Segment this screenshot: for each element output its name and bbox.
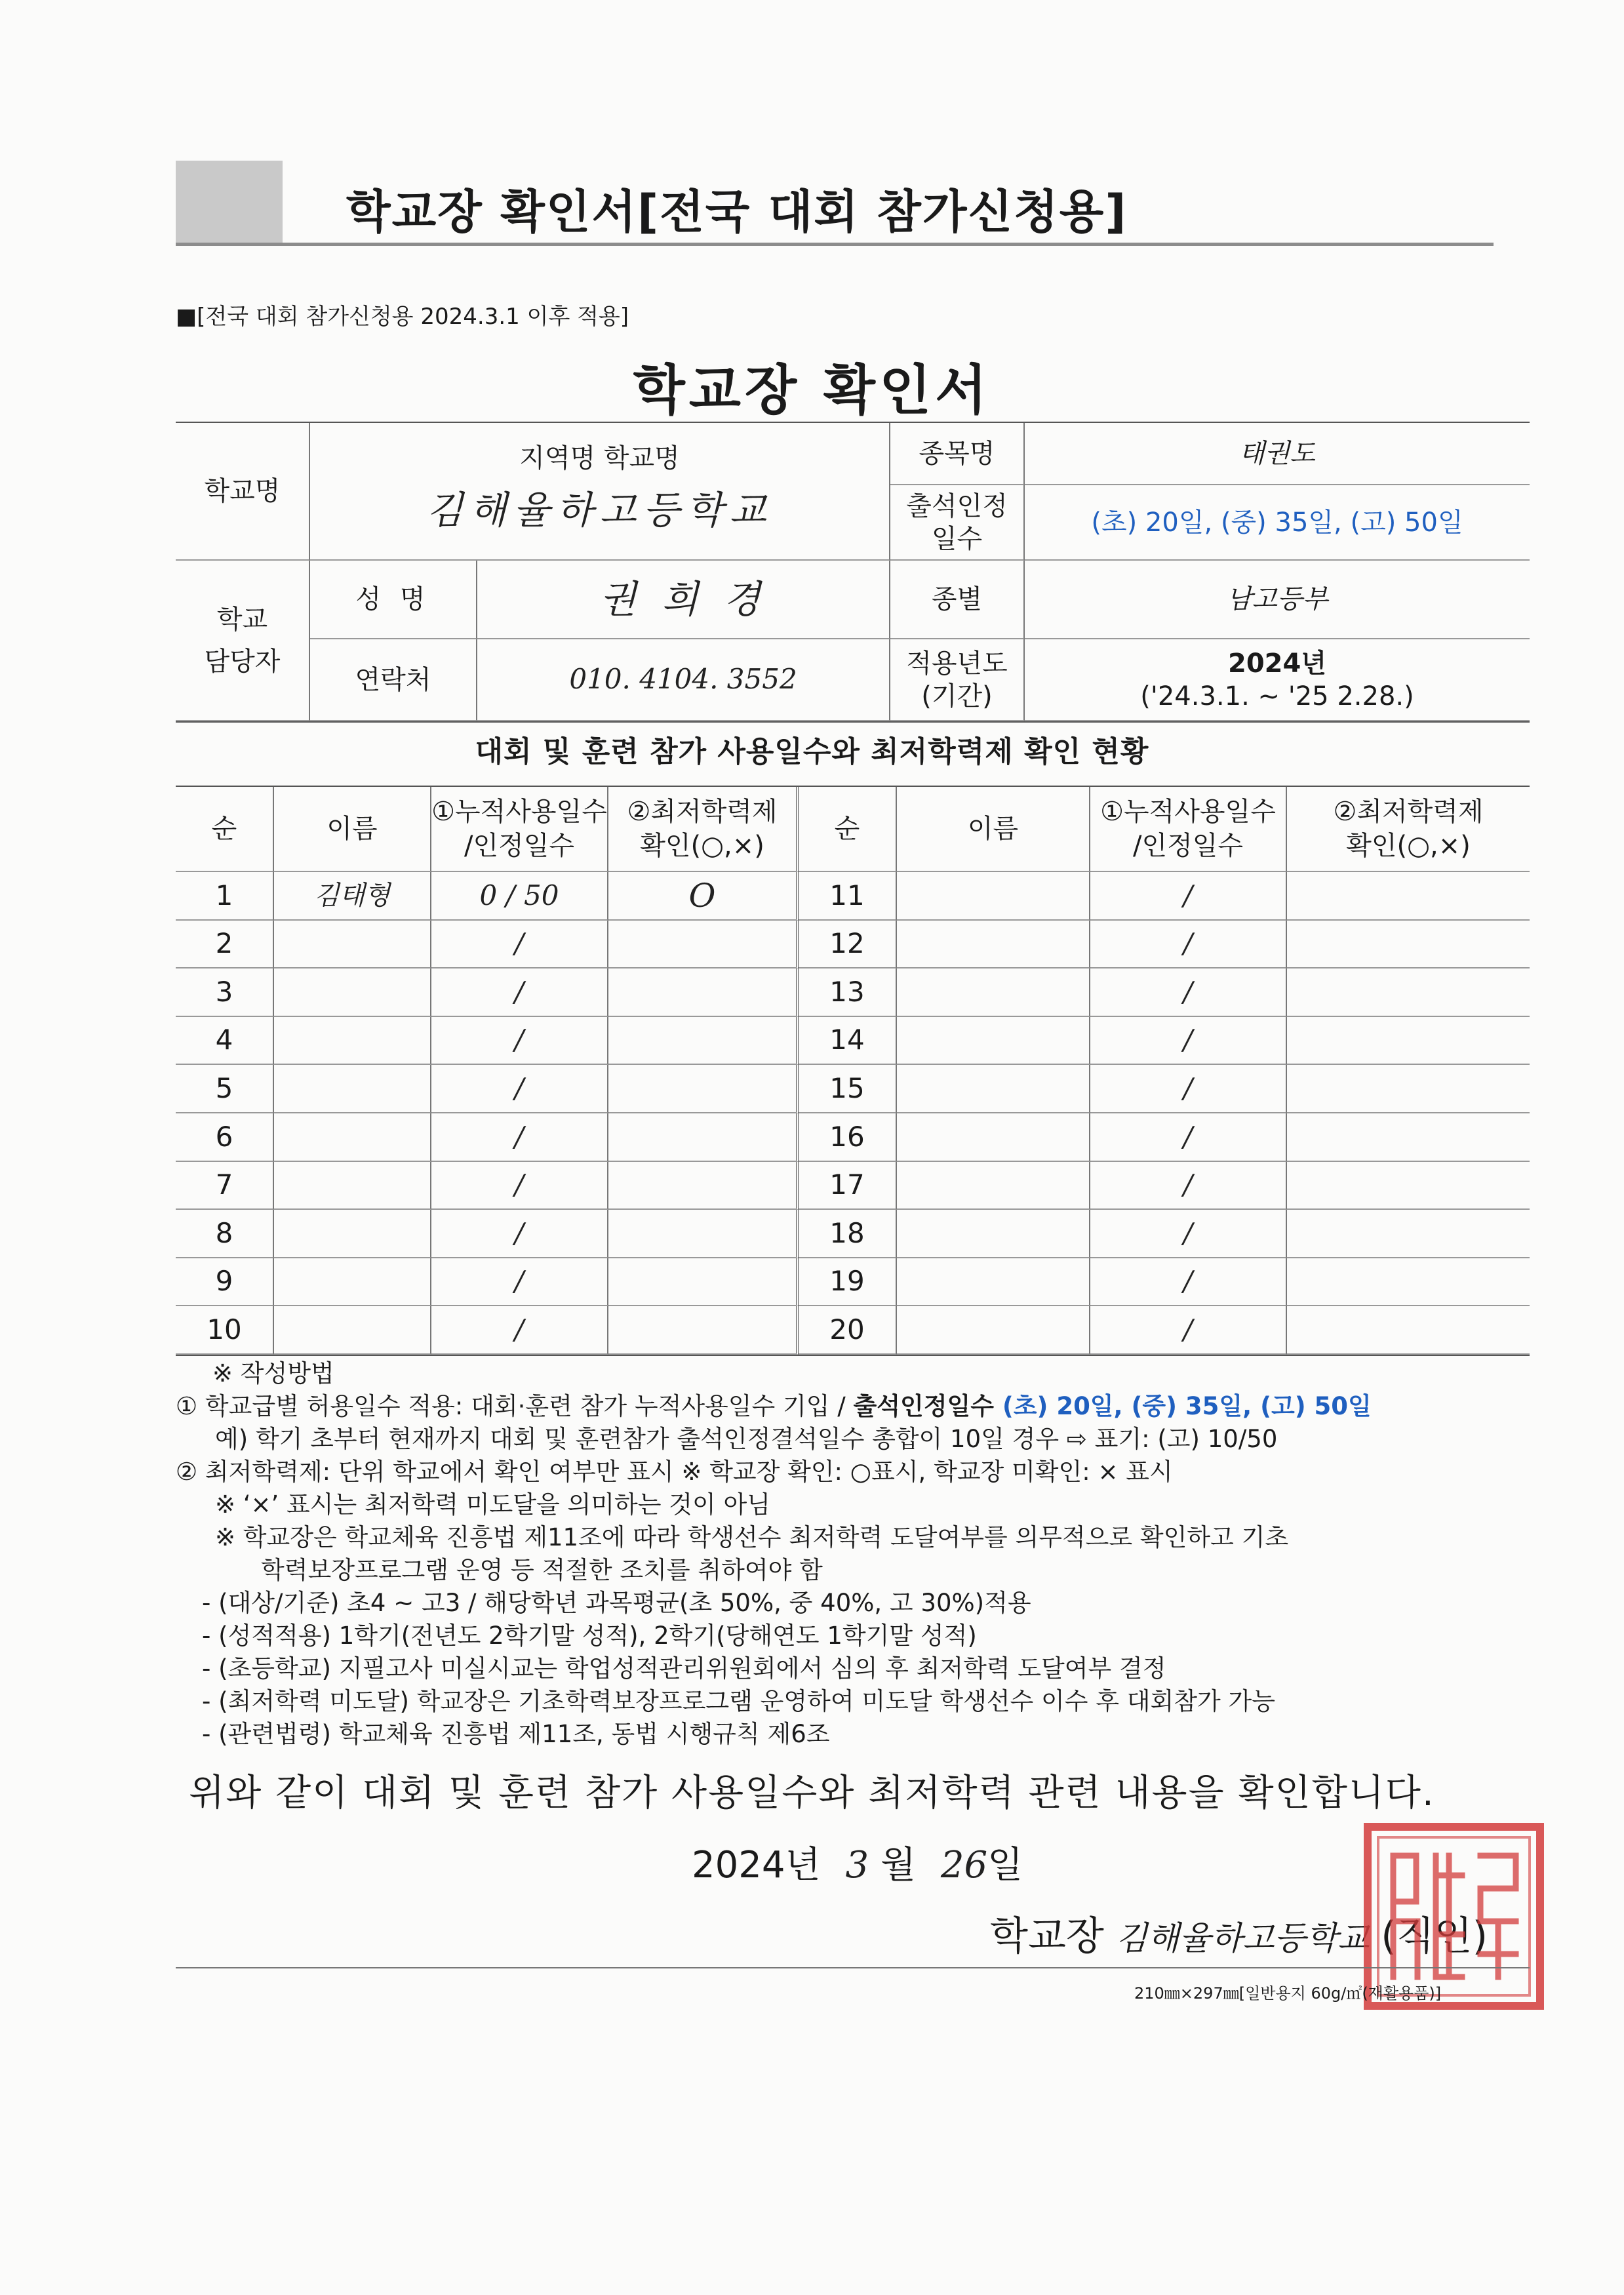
date-day-unit: 일 [987,1844,1023,1886]
sport-value: 태권도 [1025,423,1530,485]
row-check [1287,1162,1530,1210]
row-days: / [431,1065,608,1113]
row-number: 7 [176,1162,274,1210]
document-title: 학교장 확인서 [633,359,991,422]
row-number: 11 [799,872,897,921]
footer-rule [176,1967,1530,1968]
row-days: / [1090,1258,1287,1307]
row-student-name [897,1306,1090,1355]
notice-text: ■[전국 대회 참가신청용 2024.3.1 이후 적용] [176,304,629,330]
contact-value: 010. 4104. 3552 [477,639,890,721]
row-number: 4 [176,1017,274,1066]
header-band [176,161,1494,246]
row-days: / [1090,872,1287,921]
row-student-name [274,1210,431,1258]
col-name-header: 이름 [274,787,431,872]
paper-spec-note: 210㎜×297㎜[일반용지 60g/㎡(재활용품)] [1134,1984,1442,2003]
category-value: 남고등부 [1025,561,1530,639]
col-no-header-right: 순 [799,787,897,872]
row-check: O [608,872,799,921]
row-number: 1 [176,872,274,921]
row-days: / [1090,968,1287,1017]
row-number: 3 [176,968,274,1017]
row-student-name [274,1306,431,1355]
row-number: 10 [176,1306,274,1355]
row-student-name [274,1017,431,1066]
contact-label: 연락처 [310,639,477,721]
col-days-header-right: ①누적사용일수 /인정일수 [1090,787,1287,872]
row-student-name [897,1113,1090,1162]
header-gray-box [176,161,283,243]
row-check [1287,1017,1530,1066]
row-student-name [897,1258,1090,1307]
principal-school-name: 김해율하고등학교 [1115,1919,1370,1957]
row-days: / [1090,1065,1287,1113]
instruction-item-2: ② 최저학력제: 단위 학교에서 확인 여부만 표시 ※ 학교장 확인: ○표시, 학교장 미확인: × 표시 [176,1458,1173,1486]
row-check [1287,968,1530,1017]
instruction-dash-4: - (최저학력 미도달) 학교장은 기초학력보장프로그램 운영하여 미도달 학생선수 이수 후 대회참가 가능 [202,1687,1276,1715]
date-day: 26 [940,1844,988,1886]
row-number: 13 [799,968,897,1017]
row-student-name [274,921,431,969]
row-check [608,1113,799,1162]
row-check [608,968,799,1017]
instruction-item-1 [176,1390,1566,1423]
school-cell [310,423,890,561]
seal-note: (직인) [1381,1913,1488,1959]
principal-label: 학교장 [990,1913,1104,1959]
row-student-name [897,921,1090,969]
col-check-header-right: ②최저학력제 확인(○,×) [1287,787,1530,872]
row-check [608,921,799,969]
row-check [608,1162,799,1210]
instruction-note-2-cont: 학력보장프로그램 운영 등 적절한 조치를 취하여야 함 [261,1556,823,1584]
header-rule [176,243,1494,246]
date-line [692,1836,1023,1888]
row-days: / [431,1162,608,1210]
date-month-unit: 월 [880,1844,916,1886]
row-number: 19 [799,1258,897,1307]
col-name-header-right: 이름 [897,787,1090,872]
row-days: / [431,968,608,1017]
date-month: 3 [845,1844,869,1886]
row-student-name [897,1210,1090,1258]
name-label: 성 명 [310,561,477,639]
year-cell [1025,639,1530,721]
status-table [176,786,1530,1356]
row-days: / [431,1306,608,1355]
col-check-header: ②최저학력제 확인(○,×) [608,787,799,872]
row-student-name: 김태형 [274,872,431,921]
row-check [1287,1113,1530,1162]
row-days: / [431,1210,608,1258]
year-value: 2024년 [1228,648,1326,679]
row-number: 15 [799,1065,897,1113]
row-student-name [897,1162,1090,1210]
instructions-heading: ※ 작성방법 [212,1359,334,1387]
row-number: 17 [799,1162,897,1210]
instruction-dash-3: - (초등학교) 지필고사 미실시교는 학업성적관리위원회에서 심의 후 최저학력 도달여부 결정 [202,1654,1166,1683]
row-student-name [274,1162,431,1210]
row-student-name [274,1113,431,1162]
row-number: 16 [799,1113,897,1162]
school-name-value: 김해율하고등학교 [426,487,773,532]
item1-bold: 출석인정일수 [853,1392,1002,1420]
row-student-name [274,1065,431,1113]
row-number: 6 [176,1113,274,1162]
status-title: 대회 및 훈련 참가 사용일수와 최저학력제 확인 현황 [475,735,1149,768]
row-days: / [1090,1017,1287,1066]
manager-label: 학교 담당자 [176,561,310,721]
row-student-name [897,968,1090,1017]
row-number: 18 [799,1210,897,1258]
row-days: / [1090,1162,1287,1210]
row-number: 5 [176,1065,274,1113]
instruction-note-2: ※ 학교장은 학교체육 진흥법 제11조에 따라 학생선수 최저학력 도달여부를 의무적으로 확인하고 기초 [215,1523,1289,1551]
row-number: 9 [176,1258,274,1307]
row-days: / [1090,1113,1287,1162]
header-title: 학교장 확인서[전국 대회 참가신청용] [346,185,1128,239]
col-no-header: 순 [176,787,274,872]
instruction-item-1-example: 예) 학기 초부터 현재까지 대회 및 훈련참가 출석인정결석일수 총합이 10일 경우 ⇨ 표기: (고) 10/50 [215,1425,1278,1453]
row-days: / [1090,1306,1287,1355]
row-check [608,1306,799,1355]
category-label: 종별 [890,561,1025,639]
row-days: / [431,1017,608,1066]
row-check [608,1258,799,1307]
row-check [1287,921,1530,969]
row-days: / [1090,921,1287,969]
row-days: 0 / 50 [431,872,608,921]
name-value: 권 희 경 [477,561,890,639]
confirmation-statement: 위와 같이 대회 및 훈련 참가 사용일수와 최저학력 관련 내용을 확인합니다. [189,1772,1435,1814]
row-check [1287,872,1530,921]
row-check [1287,1210,1530,1258]
attendance-label: 출석인정 일수 [890,485,1025,561]
row-days: / [1090,1210,1287,1258]
instruction-dash-2: - (성적적용) 1학기(전년도 2학기말 성적), 2학기(당해연도 1학기말 성적) [202,1622,977,1650]
row-check [608,1065,799,1113]
row-number: 20 [799,1306,897,1355]
school-label: 학교명 [176,423,310,561]
school-sublabel: 지역명 학교명 [519,443,680,473]
row-days: / [431,1258,608,1307]
col-days-header: ①누적사용일수 /인정일수 [431,787,608,872]
row-check [1287,1065,1530,1113]
row-number: 12 [799,921,897,969]
row-student-name [897,872,1090,921]
row-number: 8 [176,1210,274,1258]
sport-label: 종목명 [890,423,1025,485]
row-check [608,1017,799,1066]
year-label: 적용년도 (기간) [890,639,1025,721]
row-check [1287,1306,1530,1355]
row-number: 2 [176,921,274,969]
row-student-name [897,1065,1090,1113]
row-number: 14 [799,1017,897,1066]
info-table [176,422,1530,723]
date-year: 2024년 [692,1844,821,1886]
row-student-name [274,1258,431,1307]
row-check [1287,1258,1530,1307]
instruction-dash-1: - (대상/기준) 초4 ~ 고3 / 해당학년 과목평균(초 50%, 중 40%, 고 30%)적용 [202,1589,1031,1617]
item1-blue: (초) 20일, (중) 35일, (고) 50일 [1002,1392,1372,1420]
instructions [176,1357,1566,1751]
instruction-dash-5: - (관련법령) 학교체육 진흥법 제11조, 동법 시행규칙 제6조 [202,1720,830,1748]
instruction-note-1: ※ ‘×’ 표시는 최저학력 미도달을 의미하는 것이 아님 [215,1490,770,1519]
period-value: ('24.3.1. ~ '25 2.28.) [1140,681,1414,711]
row-check [608,1210,799,1258]
row-student-name [274,968,431,1017]
item1-text: ① 학교급별 허용일수 적용: 대회·훈련 참가 누적사용일수 기입 / [176,1392,854,1420]
row-student-name [897,1017,1090,1066]
row-days: / [431,921,608,969]
attendance-value: (초) 20일, (중) 35일, (고) 50일 [1025,485,1530,561]
row-days: / [431,1113,608,1162]
